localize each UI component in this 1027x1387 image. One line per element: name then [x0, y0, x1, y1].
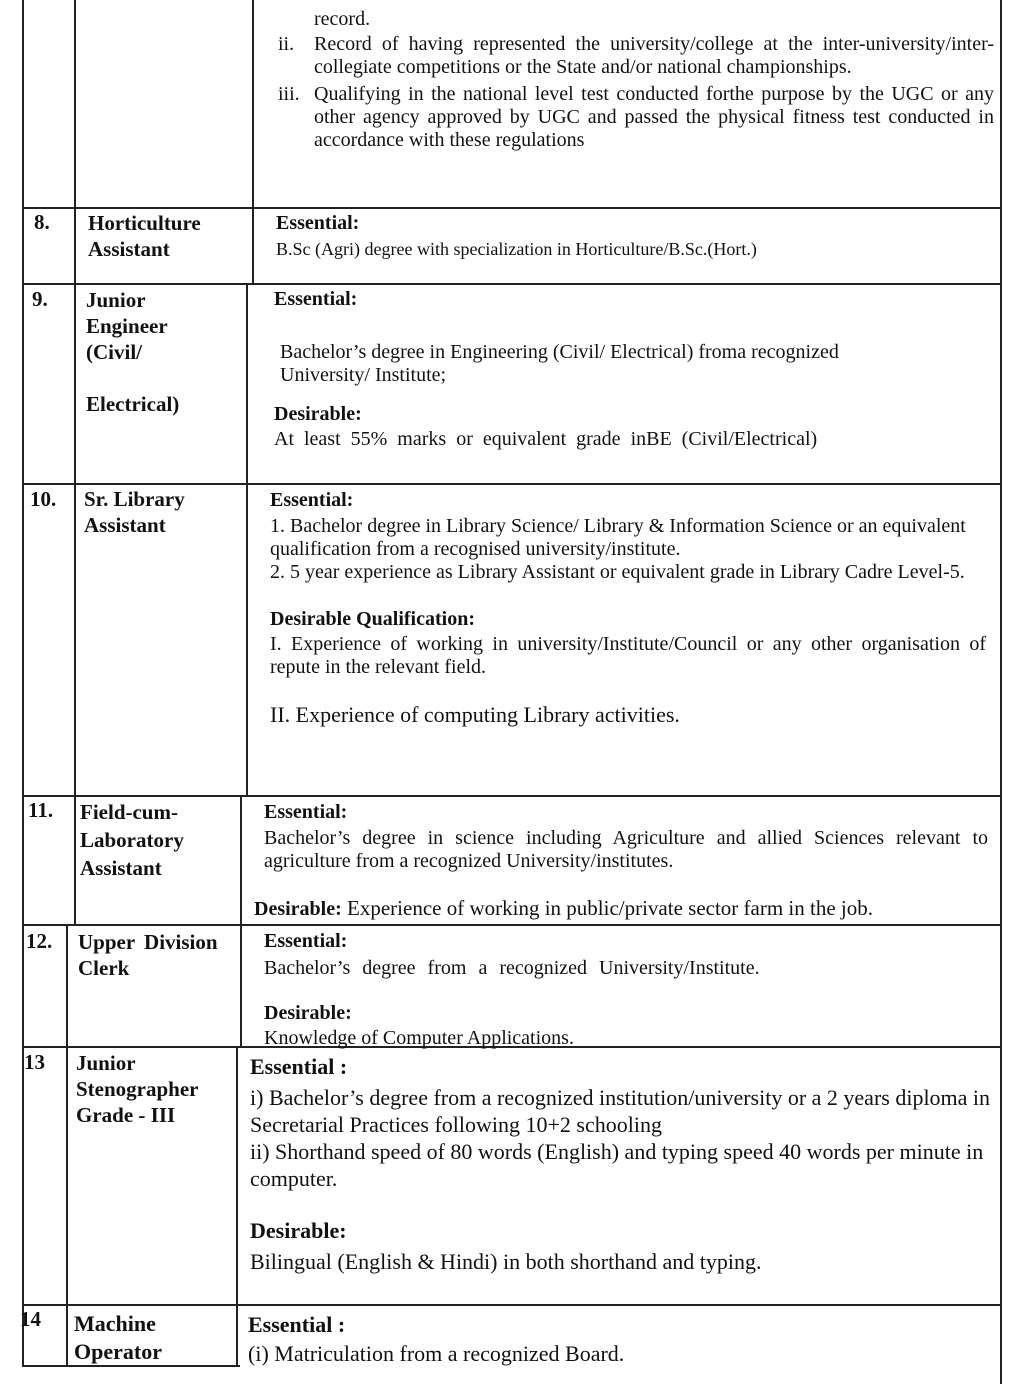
post-name: Sr. Library Assistant [84, 487, 185, 537]
essential-heading: Essential: [274, 288, 358, 310]
row-number: 8. [34, 210, 50, 234]
row-divider [22, 795, 1002, 797]
essential-heading: Essential : [248, 1312, 346, 1337]
desirable-text: Bilingual (English & Hindi) in both shorthand and typing. [250, 1249, 762, 1274]
essential-heading: Essential: [276, 212, 360, 234]
qualification-cell [276, 212, 994, 261]
desirable-heading: Desirable: [264, 1002, 352, 1024]
desirable-heading: Desirable Qualification: [270, 608, 475, 630]
row-number: 9. [32, 287, 48, 311]
column-divider-number [74, 0, 76, 925]
essential-heading: Essential: [264, 801, 348, 823]
post-name: Machine Operator [74, 1311, 162, 1364]
post-name: Field-cum- Laboratory Assistant [80, 800, 184, 880]
row-number: 12. [26, 929, 53, 953]
qualification-cell [248, 1312, 990, 1367]
row-number: 13 [24, 1050, 45, 1074]
desirable-line [254, 897, 988, 921]
essential-text: B.Sc (Agri) degree with specialization in Horticulture/B.Sc.(Hort.) [276, 239, 757, 259]
row-divider [22, 1304, 1002, 1306]
row-divider [22, 283, 1002, 285]
desirable-text: Knowledge of Computer Applications. [264, 1027, 574, 1049]
post-name: Upper Division Clerk [78, 930, 218, 980]
essential-text: 1. Bachelor degree in Library Science/ Library & Information Science or an equivalent qualification from a recognised university/institute. [270, 515, 966, 560]
column-divider-post [252, 0, 254, 285]
essential-text: Bachelor’s degree in science including Agriculture and allied Sciences relevant to agriculture from a recognized University/institutes. [264, 827, 988, 872]
qualification-cell [250, 1054, 992, 1275]
essential-heading: Essential: [264, 930, 348, 952]
row-divider [22, 483, 1002, 485]
desirable-heading: Desirable: [250, 1218, 347, 1243]
desirable-text: Experience of working in public/private sector farm in the job. [347, 896, 874, 920]
criteria-item-iii: iii. Qualifying in the national level test conducted forthe purpose by the UGC or any other agency approved by UGC and passed the physical fitness test conducted in accordance with these regulations [278, 83, 994, 151]
essential-text: (i) Matriculation from a recognized Board. [248, 1341, 625, 1366]
column-divider-post-mid [246, 285, 248, 797]
essential-text: Bachelor’s degree in Engineering (Civil/ Electrical) froma recognized University/ Institute; [280, 341, 839, 386]
essential-text: 2. 5 year experience as Library Assistant or equivalent grade in Library Cadre Level-5. [270, 561, 965, 583]
criteria-item-i-tail: record. [314, 8, 371, 30]
essential-text: ii) Shorthand speed of 80 words (English) and typing speed 40 words per minute in computer. [250, 1139, 984, 1191]
column-divider-number-lower [66, 925, 68, 1366]
qualification-cell [264, 930, 988, 1050]
column-divider-post-bottom [236, 1047, 238, 1366]
desirable-heading: Desirable: [274, 403, 362, 425]
qualification-cell [270, 489, 986, 726]
post-name: Junior Engineer (Civil/ Electrical) [86, 288, 180, 416]
row-number: 10. [30, 487, 57, 511]
criteria-item-ii: ii. Record of having represented the university/college at the inter-university/inter-collegiate competitions or the State and/or national championships. [278, 33, 994, 78]
desirable-text: II. Experience of computing Library activities. [270, 702, 680, 727]
desirable-text: At least 55% marks or equivalent grade inBE (Civil/Electrical) [274, 428, 818, 450]
essential-text: Bachelor’s degree from a recognized University/Institute. [264, 957, 760, 979]
desirable-text: I. Experience of working in university/Institute/Council or any other organisation of repute in the relevant field. [270, 633, 986, 678]
row-divider [22, 924, 1002, 926]
column-divider-post-lower [240, 797, 242, 1047]
essential-heading: Essential: [270, 489, 354, 511]
row-divider [22, 207, 1002, 209]
essential-text: i) Bachelor’s degree from a recognized institution/university or a 2 years diploma in Secretarial Practices following 10+2 schooling [250, 1085, 991, 1137]
table-left-border [22, 0, 24, 1366]
desirable-heading: Desirable: [254, 898, 342, 920]
post-name: Horticulture Assistant [88, 211, 201, 261]
qualification-cell [254, 801, 988, 921]
continuation-criteria [278, 8, 994, 152]
post-name: Junior Stenographer Grade - III [76, 1051, 199, 1127]
row-number: 14 [20, 1307, 41, 1331]
essential-heading: Essential : [250, 1054, 348, 1079]
qualification-cell [274, 288, 994, 451]
row-number: 11. [28, 798, 54, 822]
